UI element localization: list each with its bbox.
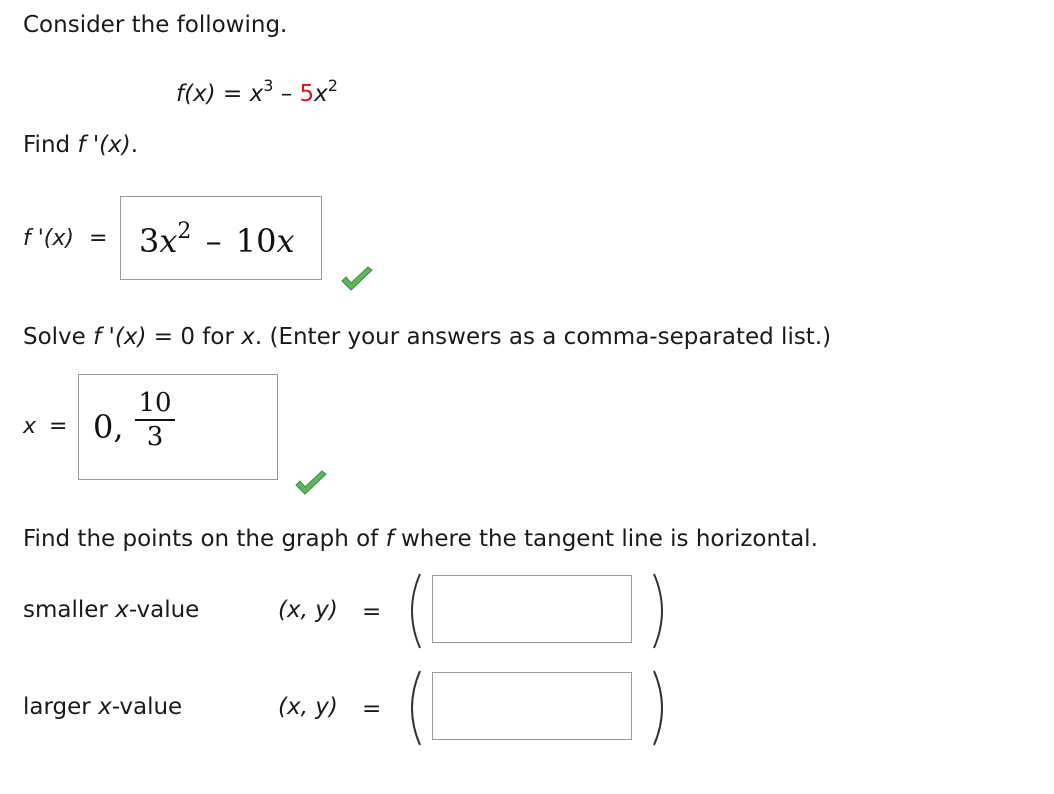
part1-prompt-fn: f '(x) (77, 132, 131, 158)
smaller-x-label-a: smaller (23, 597, 116, 623)
larger-x-label-b: -value (111, 694, 183, 720)
larger-pair-label: (x, y) (278, 694, 338, 720)
larger-point-input[interactable] (432, 672, 632, 740)
part3-prompt-a: Find the points on the graph of (23, 526, 386, 552)
function-term1-exp: 3 (263, 76, 274, 95)
part2-label-var: x (23, 414, 37, 439)
function-term2-base: x (314, 81, 328, 107)
part1-answer-expression (139, 221, 295, 266)
part2-correct-check-icon (294, 470, 328, 496)
part2-prompt-var: x (241, 324, 255, 350)
function-lhs: f(x) (176, 81, 216, 107)
fraction-bar (135, 419, 175, 421)
part1-answer-coef: 3 (139, 222, 160, 260)
function-term2-exp: 2 (327, 76, 338, 95)
part2-answer-numerator: 10 (138, 388, 172, 418)
intro-text: Consider the following. (23, 12, 288, 38)
smaller-x-label-b: -value (128, 597, 200, 623)
part1-answer-var: x (159, 222, 178, 260)
larger-left-paren-icon (400, 669, 424, 747)
larger-x-label-a: larger (23, 694, 99, 720)
part3-prompt (23, 525, 818, 553)
part3-prompt-fn: f (385, 526, 394, 552)
smaller-pair-label: (x, y) (278, 597, 338, 623)
smaller-x-label-var: x (115, 597, 129, 623)
part2-answer-first: 0, (93, 408, 124, 446)
function-definition (176, 76, 338, 110)
function-minus: – (280, 81, 293, 107)
part2-answer-field[interactable] (78, 374, 278, 480)
function-term2-coef: 5 (299, 81, 315, 107)
part2-answer-denominator: 3 (146, 422, 164, 452)
part2-answer-fraction (135, 389, 175, 451)
function-term1-base: x (249, 81, 264, 107)
larger-eq: = (362, 696, 382, 722)
smaller-point-input[interactable] (432, 575, 632, 643)
smaller-left-paren-icon (400, 572, 424, 650)
part1-label (23, 226, 107, 251)
larger-x-label (23, 693, 182, 721)
smaller-right-paren-icon (650, 572, 674, 650)
part3-prompt-b: where the tangent line is horizontal. (393, 526, 818, 552)
smaller-x-label (23, 596, 199, 624)
part1-answer-term2: 10 (235, 222, 277, 260)
part1-prompt-suffix: . (130, 132, 139, 158)
part2-prompt-b: = 0 for (146, 324, 242, 350)
part1-label-eq: = (88, 226, 108, 251)
part2-label-eq: = (49, 414, 68, 439)
part1-answer-field[interactable] (120, 196, 322, 280)
larger-x-label-var: x (98, 694, 112, 720)
part2-prompt (23, 323, 831, 351)
part1-answer-op: – (205, 222, 222, 260)
part2-prompt-a: Solve (23, 324, 94, 350)
part2-prompt-fn: f '(x) (93, 324, 147, 350)
part1-answer-term2-var: x (276, 222, 295, 260)
part1-label-fn: f '(x) (23, 226, 74, 251)
smaller-eq: = (362, 599, 382, 625)
larger-right-paren-icon (650, 669, 674, 747)
part2-label (23, 414, 67, 439)
function-eq: = (222, 81, 243, 107)
part1-correct-check-icon (340, 266, 374, 292)
part1-prompt (23, 131, 138, 159)
part1-prompt-prefix: Find (23, 132, 78, 158)
part1-answer-exp: 2 (177, 219, 192, 244)
part2-prompt-c: . (Enter your answers as a comma-separated list.) (254, 324, 832, 350)
